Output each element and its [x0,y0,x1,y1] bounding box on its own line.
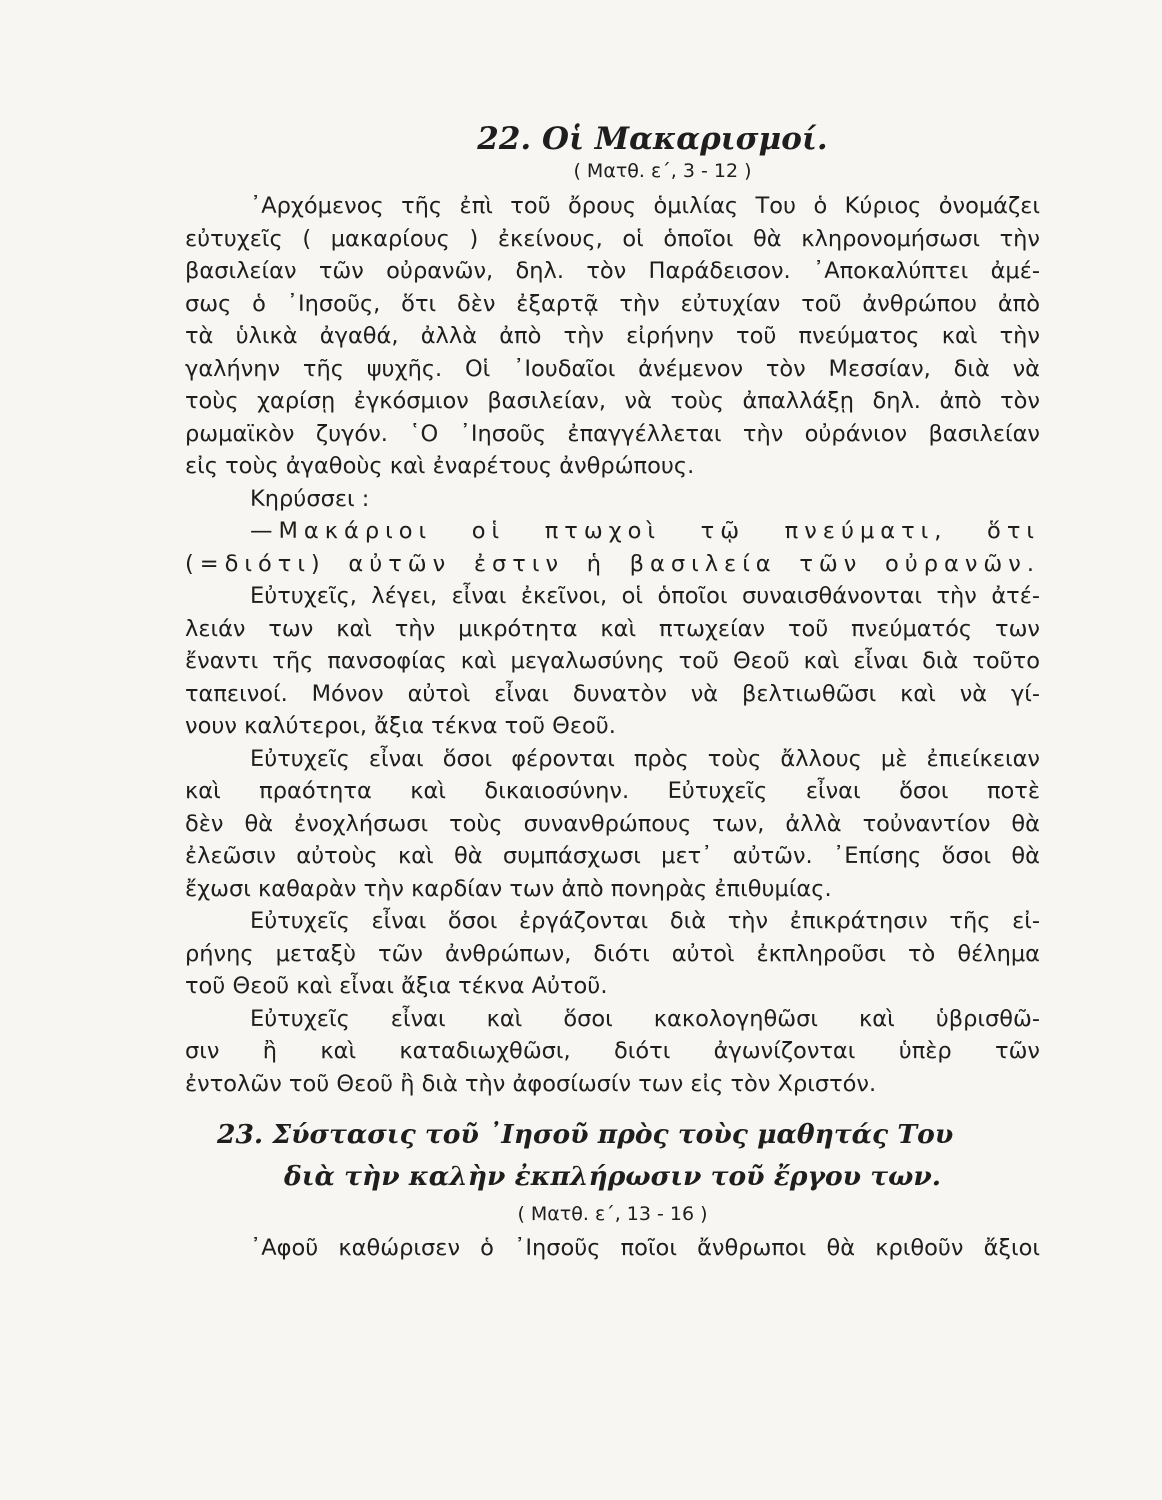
text-line: λειάν των καὶ τὴν μικρότητα καὶ πτωχείαν τοῦ πνεύματός των [185,615,1040,642]
text-line: ἔναντι τῆς πανσοφίας καὶ μεγαλωσύνης τοῦ Θεοῦ καὶ εἶναι διὰ τοῦτο [185,648,1040,674]
paragraph-persecuted [185,1003,1040,1101]
section-23-heading: 23. Σύστασις τοῦ ᾿Ιησοῦ πρὸς τοὺς μαθητάς Του [217,1119,954,1150]
text-line: βασιλείαν τῶν οὐρανῶν, δηλ. τὸν Παράδεισον. ᾿Αποκαλύπτει ἀμέ- [185,258,1040,284]
text-line: σως ὁ ᾿Ιησοῦς, ὅτι δὲν ἐξαρτᾷ τὴν εὐτυχίαν τοῦ ἀνθρώπου ἀπὸ [185,290,1040,317]
text-line: τοῦ Θεοῦ καὶ εἶναι ἄξια τέκνα Αὐτοῦ. [185,973,608,999]
text-line: καὶ πραότητα καὶ δικαιοσύνην. Εὐτυχεῖς εἶναι ὅσοι ποτὲ [185,778,1040,804]
text-line: τὰ ὑλικὰ ἀγαθά, ἀλλὰ ἀπὸ τὴν εἰρήνην τοῦ πνεύματος καὶ τὴν [185,323,1040,349]
text-line: ἐντολῶν τοῦ Θεοῦ ἢ διὰ τὴν ἀφοσίωσίν των εἰς τὸν Χριστόν. [185,1070,877,1097]
paragraph-poor-in-spirit [185,580,1040,743]
text-line: νουν καλύτεροι, ἄξια τέκνα τοῦ Θεοῦ. [185,713,616,739]
paragraph-intro [185,190,1040,483]
text-line: ταπεινοί. Μόνον αὐτοὶ εἶναι δυνατὸν νὰ βελτιωθῶσι καὶ νὰ γί- [185,680,1040,707]
section-22-citation: ( Ματθ. ε΄, 3 - 12 ) [573,160,752,182]
text-line: ρωμαϊκὸν ζυγόν. ῾Ο ᾿Ιησοῦς ἐπαγγέλλεται τὴν οὐράνιον βασιλείαν [185,420,1040,447]
text-line: ρήνης μεταξὺ τῶν ἀνθρώπων, διότι αὐτοὶ ἐκπληροῦσι τὸ θέλημα [185,940,1040,967]
text-line: τοὺς χαρίσῃ ἐγκόσμιον βασιλείαν, νὰ τοὺς ἀπαλλάξῃ δηλ. ἀπὸ τὸν [185,388,1040,414]
section-23-citation: ( Ματθ. ε΄, 13 - 16 ) [517,1203,708,1225]
beatitude-line: —Μακάριοι οἱ πτωχοὶ τῷ πνεύματι, ὅτι [250,518,1040,544]
text-line: Εὐτυχεῖς εἶναι καὶ ὅσοι κακολογηθῶσι καὶ ὑβρισθῶ- [250,1005,1040,1032]
text-line: ᾿Αρχόμενος τῆς ἐπὶ τοῦ ὄρους ὁμιλίας Του ὁ Κύριος ὀνομάζει [250,193,1040,219]
text-line: ἔχωσι καθαρὰν τὴν καρδίαν των ἀπὸ πονηρὰς ἐπιθυμίας. [185,875,832,902]
text-line: Εὐτυχεῖς, λέγει, εἶναι ἐκεῖνοι, οἱ ὁποῖοι συναισθάνονται τὴν ἀτέ- [250,583,1040,609]
section-22-heading: 22. Οἱ Μακαρισμοί. [477,121,828,157]
text-line: ᾿Αφοῦ καθώρισεν ὁ ᾿Ιησοῦς ποῖοι ἄνθρωποι θὰ κριθοῦν ἄξιοι [250,1235,1040,1261]
page-body [185,120,1040,1265]
text-line: σιν ἢ καὶ καταδιωχθῶσι, διότι ἀγωνίζονται ὑπὲρ τῶν [185,1038,1040,1064]
text-line: γαλήνην τῆς ψυχῆς. Οἱ ᾿Ιουδαῖοι ἀνέμενον τὸν Μεσσίαν, διὰ νὰ [185,355,1040,382]
text-line: Εὐτυχεῖς εἶναι ὅσοι ἐργάζονται διὰ τὴν ἐπικράτησιν τῆς εἰ- [250,908,1040,934]
paragraph-peacemakers [185,905,1040,1003]
text-line: δὲν θὰ ἐνοχλήσωσι τοὺς συνανθρώπους των, ἀλλὰ τοὐναντίον θὰ [185,810,1040,837]
text-line: εὐτυχεῖς ( μακαρίους ) ἐκείνους, οἱ ὁποῖοι θὰ κληρονομήσωσι τὴν [185,225,1040,252]
paragraph-meek [185,743,1040,906]
kerysei-label: Κηρύσσει : [250,485,370,512]
text-line: ἐλεῶσιν αὐτοὺς καὶ θὰ συμπάσχωσι μετ᾿ αὐτῶν. ᾿Επίσης ὅσοι θὰ [185,843,1040,869]
beatitude-line: (=διότι) αὐτῶν ἐστιν ἡ βασιλεία τῶν οὐρανῶν. [185,550,1040,577]
text-line: εἰς τοὺς ἀγαθοὺς καὶ ἐναρέτους ἀνθρώπους. [185,453,695,479]
text-line: Εὐτυχεῖς εἶναι ὅσοι φέρονται πρὸς τοὺς ἄλλους μὲ ἐπιείκειαν [250,745,1040,772]
section-23-heading-cont: διὰ τὴν καλὴν ἐκπλήρωσιν τοῦ ἔργου των. [284,1161,941,1192]
